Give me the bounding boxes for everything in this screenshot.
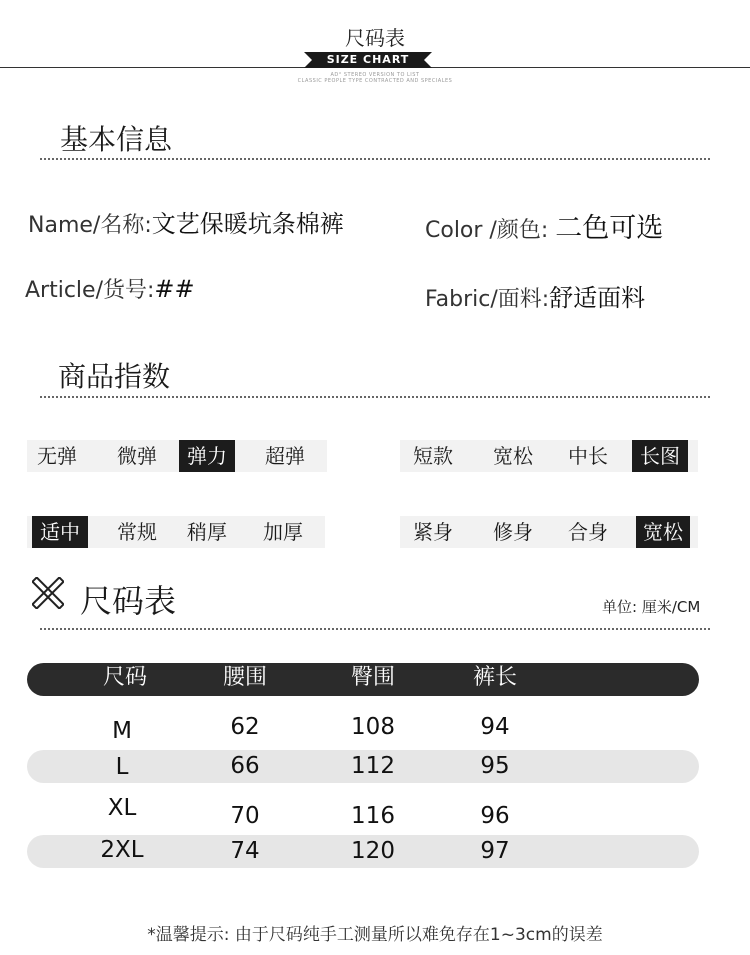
measurement-cell: 66 [230,753,260,779]
chart-title-cn: 尺码表 [345,26,405,50]
index-option: 短款 [413,444,453,468]
size-cell: XL [107,795,137,821]
table-header-cell: 尺码 [102,665,147,690]
index-option-selected: 适中 [32,516,88,548]
index-row [27,440,327,472]
measurement-cell: 95 [480,753,510,779]
index-option: 合身 [568,520,608,544]
index-option: 微弹 [117,444,157,468]
color-value: 二色可选 [555,213,664,244]
color-row [425,206,663,245]
name-row [28,204,344,239]
size-cell: M [112,718,132,744]
fabric-label: Fabric/面料: [425,287,550,312]
header-subtitle-line1: AD° STEREO VERSION TO LIST [330,72,420,78]
index-option-selected: 长图 [632,440,688,472]
size-chart-heading: 尺码表 [80,582,177,620]
size-cell: 2XL [100,837,144,863]
size-chart-divider [40,628,710,630]
article-label: Article/货号: [25,278,155,303]
measurement-note: *温馨提示: 由于尺码纯手工测量所以难免存在1~3cm的误差 [147,925,603,945]
measurement-cell: 74 [230,838,260,864]
index-option-selected: 弹力 [179,440,235,472]
basic-info-divider [40,158,710,160]
header-subtitle-line2: CLASSIC PEOPLE TYPE CONTRACTED AND SPECIALES [297,78,453,84]
index-option: 紧身 [413,520,453,544]
index-option: 修身 [493,520,533,544]
index-option: 加厚 [263,520,303,544]
measurement-cell: 70 [230,803,260,829]
index-row [27,516,325,548]
chart-title-en: SIZE CHART [326,53,410,66]
measurement-cell: 96 [480,803,510,829]
table-header-cell: 臀围 [350,665,395,690]
fabric-value: 舒适面料 [549,284,646,312]
measurement-cell: 120 [351,838,395,864]
article-value: ## [154,275,195,303]
index-option-selected: 宽松 [636,516,690,548]
table-header-cell: 裤长 [472,665,517,690]
index-option: 中长 [568,444,608,468]
index-option: 常规 [117,520,157,544]
fabric-row [425,278,645,313]
color-label: Color /颜色: [425,218,549,243]
unit-label: 单位: 厘米/CM [602,598,701,616]
ruler-cross-icon [32,577,64,609]
basic-info-heading: 基本信息 [60,123,173,156]
measurement-cell: 62 [230,714,260,740]
measurement-cell: 97 [480,838,510,864]
name-value: 文艺保暖坑条棉裤 [151,210,344,238]
index-option: 稍厚 [187,520,227,544]
measurement-cell: 116 [351,803,395,829]
index-option: 宽松 [493,444,533,468]
article-row [25,273,195,304]
index-row [400,516,698,548]
index-heading: 商品指数 [58,360,171,393]
index-option: 超弹 [265,444,305,468]
index-option: 无弹 [37,444,77,468]
measurement-cell: 108 [351,714,395,740]
index-divider [40,396,710,398]
index-row [400,440,698,472]
measurement-cell: 112 [351,753,395,779]
header-subtitle [250,72,500,84]
measurement-cell: 94 [480,714,510,740]
size-cell: L [115,754,129,780]
name-label: Name/名称: [28,213,152,238]
table-header-cell: 腰围 [222,665,267,690]
